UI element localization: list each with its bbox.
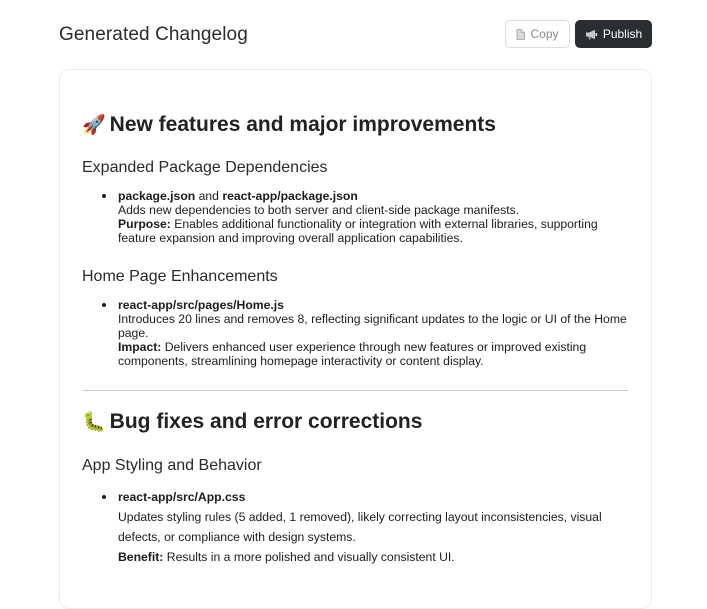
list-item <box>118 487 630 567</box>
section-heading-features <box>82 113 496 137</box>
megaphone-icon <box>585 29 598 40</box>
joiner-text: and <box>198 189 219 203</box>
group-heading: App Styling and Behavior <box>82 457 262 474</box>
note-label: Impact: <box>118 340 162 354</box>
note-label: Benefit: <box>118 550 164 564</box>
note-label: Purpose: <box>118 217 171 231</box>
note-text: Delivers enhanced user experience through new features or improved existing components, streamlining homepage interactivity or content display. <box>118 340 587 368</box>
bullet <box>102 303 106 307</box>
section-divider <box>82 390 628 391</box>
note-text: Enables additional functionality or integration with external libraries, supporting feature expansion and improving overall application capabilities. <box>118 217 598 245</box>
file-name: react-app/src/App.css <box>118 490 246 504</box>
bullet <box>102 194 106 198</box>
list-item <box>118 189 630 245</box>
page-title: Generated Changelog <box>59 24 248 45</box>
list-item <box>118 298 630 368</box>
section-title: New features and major improvements <box>109 113 496 136</box>
note-text: Results in a more polished and visually consistent UI. <box>166 550 455 564</box>
header <box>59 20 652 50</box>
bug-icon: 🐛 <box>82 412 106 433</box>
document-icon <box>516 29 525 40</box>
item-description: Updates styling rules (5 added, 1 removed), likely correcting layout inconsistencies, visual defects, or compliance with design systems. <box>118 510 602 544</box>
item-description: Adds new dependencies to both server and client-side package manifests. <box>118 203 520 217</box>
bullet <box>102 495 106 499</box>
copy-label: Copy <box>530 27 559 41</box>
file-name: react-app/src/pages/Home.js <box>118 298 284 312</box>
section-heading-bugfixes <box>82 410 422 434</box>
section-title: Bug fixes and error corrections <box>109 410 423 433</box>
rocket-icon: 🚀 <box>82 115 106 136</box>
group-heading: Home Page Enhancements <box>82 268 278 285</box>
item-description: Introduces 20 lines and removes 8, reflecting significant updates to the logic or UI of the Home page. <box>118 312 627 340</box>
copy-button[interactable] <box>505 20 570 48</box>
file-name: package.json <box>118 189 196 203</box>
file-name: react-app/package.json <box>222 189 358 203</box>
group-heading: Expanded Package Dependencies <box>82 159 328 176</box>
publish-button[interactable] <box>575 20 652 48</box>
publish-label: Publish <box>602 27 643 41</box>
